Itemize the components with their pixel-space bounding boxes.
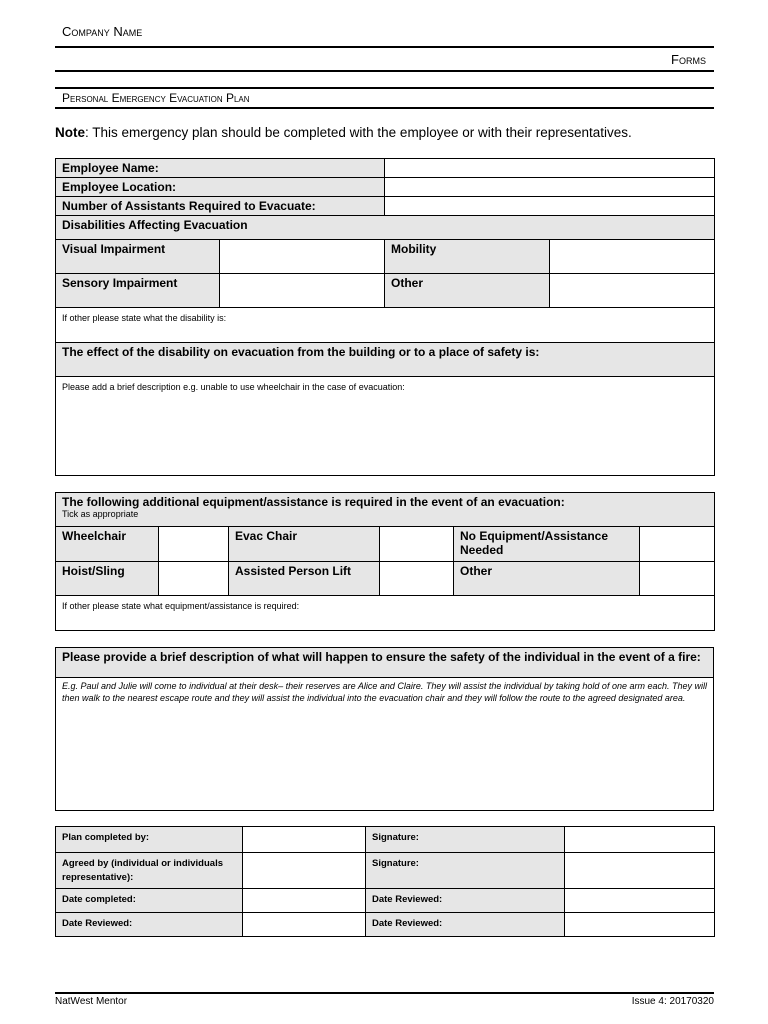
equipment-heading-text: The following additional equipment/assistance is required in the event of an evacuation: — [62, 495, 565, 509]
header-rule-4 — [55, 107, 714, 109]
evac-chair-checkbox[interactable] — [380, 527, 454, 562]
no-equipment-label: No Equipment/Assistance Needed — [454, 527, 640, 562]
tick-hint: Tick as appropriate — [62, 509, 139, 519]
fire-plan-description-field[interactable] — [56, 678, 714, 811]
forms-label: Forms — [671, 52, 706, 67]
footer-right: Issue 4: 20170320 — [631, 996, 714, 1007]
employee-name-label: Employee Name: — [56, 159, 385, 178]
date-reviewed-label-1: Date Reviewed: — [366, 889, 565, 913]
other-disability-state-field[interactable] — [56, 308, 715, 343]
effect-description-field[interactable] — [56, 377, 715, 476]
plan-completed-by-field[interactable] — [243, 827, 366, 853]
employee-location-label: Employee Location: — [56, 178, 385, 197]
other-equipment-checkbox[interactable] — [640, 562, 715, 596]
equipment-heading — [56, 493, 715, 527]
signoff-table — [55, 826, 715, 937]
date-reviewed-label-3: Date Reviewed: — [366, 913, 565, 937]
sensory-impairment-label: Sensory Impairment — [56, 274, 220, 308]
assistants-field[interactable] — [385, 197, 715, 216]
visual-impairment-field[interactable] — [220, 240, 385, 274]
date-reviewed-label-2: Date Reviewed: — [56, 913, 243, 937]
mobility-field[interactable] — [550, 240, 715, 274]
signature-label-2: Signature: — [366, 853, 565, 889]
header-rule-2 — [55, 70, 714, 72]
fire-plan-example: E.g. Paul and Julie will come to individual at their desk– their reserves are Alice and Claire. They will assist the individual by taking hold of one arm each. They will then walk to the nearest escape route and they will assist the individual into the evacuation chair and they will follow the route to the agreed designated area. — [62, 681, 707, 703]
date-completed-label: Date completed: — [56, 889, 243, 913]
note-text: : This emergency plan should be completed with the employee or with their representatives. — [85, 125, 632, 140]
other-equipment-state-hint: If other please state what equipment/assistance is required: — [62, 601, 300, 611]
hoist-sling-label: Hoist/Sling — [56, 562, 159, 596]
page-title: Personal Emergency Evacuation Plan — [62, 91, 250, 105]
equipment-table — [55, 492, 715, 631]
header-rule-1 — [55, 46, 714, 48]
visual-impairment-label: Visual Impairment — [56, 240, 220, 274]
disabilities-heading: Disabilities Affecting Evacuation — [56, 216, 715, 240]
agreed-by-field[interactable] — [243, 853, 366, 889]
plan-completed-by-label: Plan completed by: — [56, 827, 243, 853]
header-rule-3 — [55, 87, 714, 89]
no-equipment-checkbox[interactable] — [640, 527, 715, 562]
note — [55, 125, 632, 140]
fire-plan-table — [55, 647, 714, 811]
signature-field-2[interactable] — [565, 853, 715, 889]
other-disability-state-hint: If other please state what the disability is: — [62, 313, 227, 323]
fire-plan-heading: Please provide a brief description of what will happen to ensure the safety of the individual in the event of a fire: — [56, 648, 714, 678]
date-reviewed-field-1[interactable] — [565, 889, 715, 913]
signature-field-1[interactable] — [565, 827, 715, 853]
employee-name-field[interactable] — [385, 159, 715, 178]
other-equipment-label: Other — [454, 562, 640, 596]
employee-location-field[interactable] — [385, 178, 715, 197]
effect-description-hint: Please add a brief description e.g. unable to use wheelchair in the case of evacuation: — [62, 382, 405, 392]
wheelchair-checkbox[interactable] — [159, 527, 229, 562]
evac-chair-label: Evac Chair — [229, 527, 380, 562]
assisted-lift-label: Assisted Person Lift — [229, 562, 380, 596]
other-disability-label: Other — [385, 274, 550, 308]
other-equipment-state-field[interactable] — [56, 596, 715, 631]
footer-rule — [55, 992, 714, 994]
date-reviewed-field-3[interactable] — [565, 913, 715, 937]
assistants-label: Number of Assistants Required to Evacuate: — [56, 197, 385, 216]
other-disability-field[interactable] — [550, 274, 715, 308]
footer-left: NatWest Mentor — [55, 996, 128, 1007]
mobility-label: Mobility — [385, 240, 550, 274]
note-label: Note — [55, 125, 85, 140]
agreed-by-label: Agreed by (individual or individuals representative): — [56, 853, 243, 889]
company-name: Company Name — [62, 24, 143, 39]
effect-heading: The effect of the disability on evacuation from the building or to a place of safety is: — [56, 343, 715, 377]
signature-label-1: Signature: — [366, 827, 565, 853]
date-completed-field[interactable] — [243, 889, 366, 913]
wheelchair-label: Wheelchair — [56, 527, 159, 562]
assisted-lift-checkbox[interactable] — [380, 562, 454, 596]
sensory-impairment-field[interactable] — [220, 274, 385, 308]
employee-details-table — [55, 158, 715, 476]
hoist-sling-checkbox[interactable] — [159, 562, 229, 596]
date-reviewed-field-2[interactable] — [243, 913, 366, 937]
